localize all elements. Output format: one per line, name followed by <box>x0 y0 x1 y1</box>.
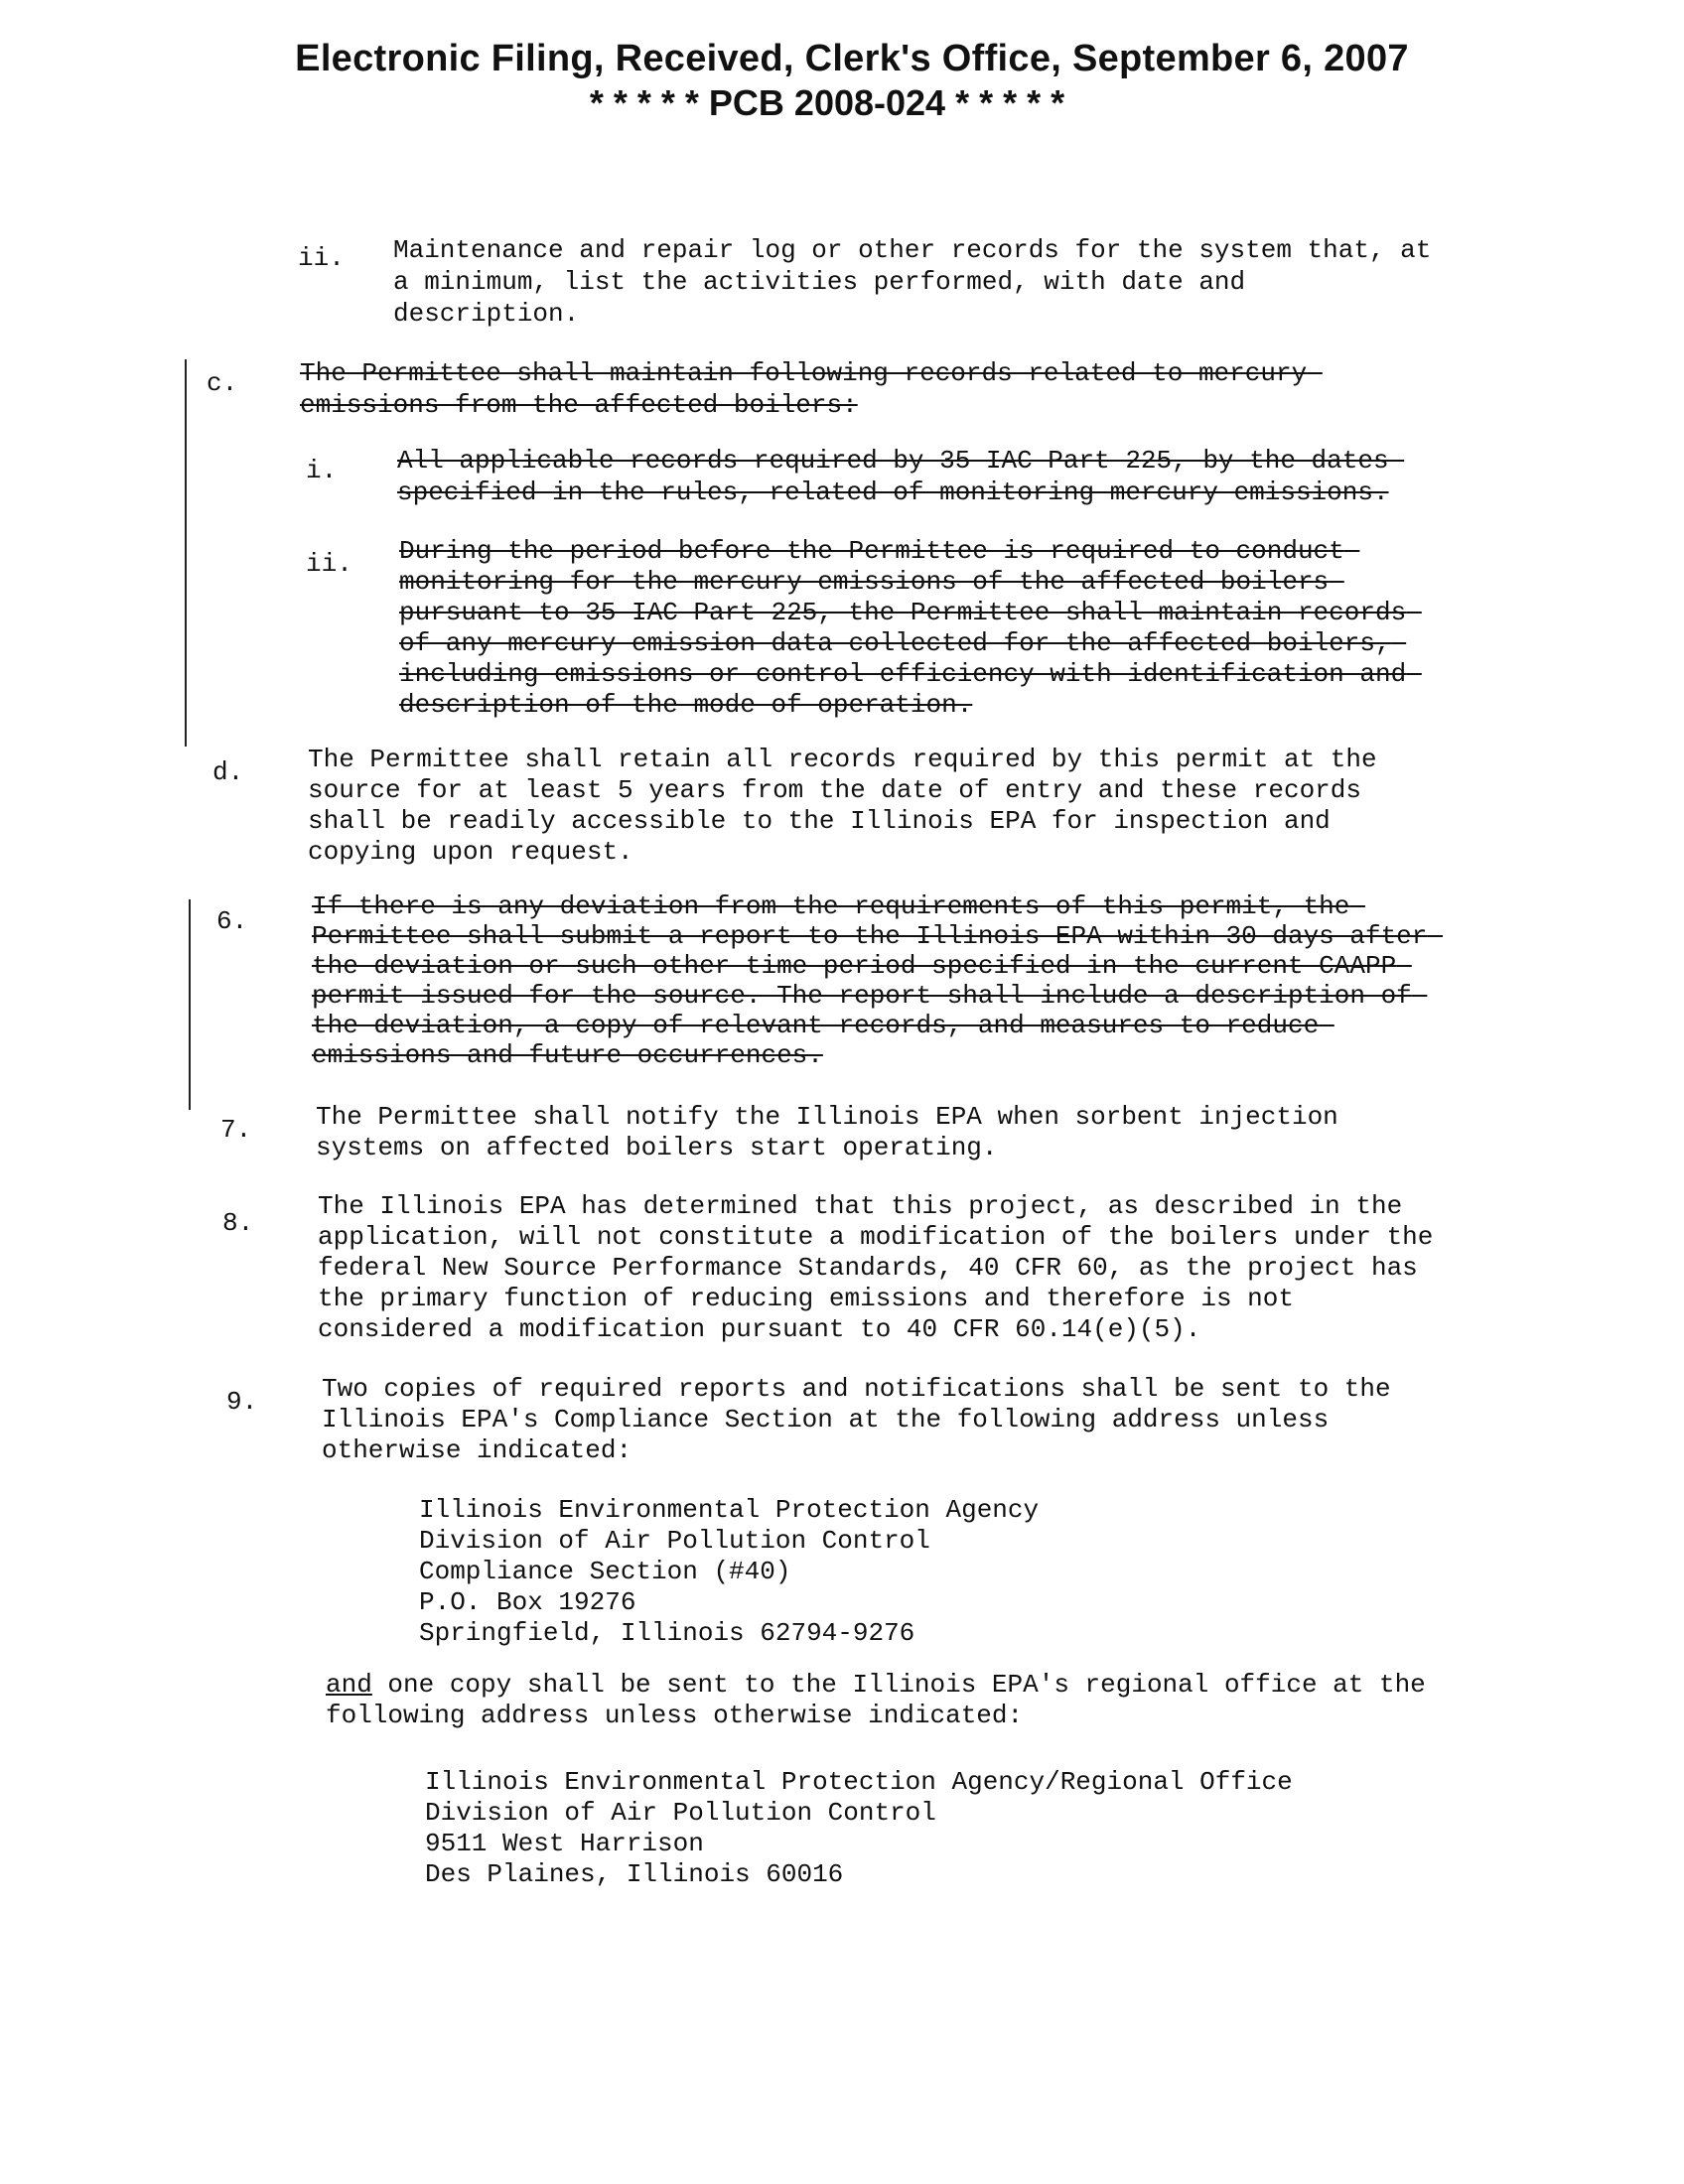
compliance-address <box>419 1495 1039 1649</box>
item-9-label: 9. <box>226 1387 258 1417</box>
item-7-label: 7. <box>220 1115 252 1145</box>
regional-office-address <box>425 1767 1293 1890</box>
item-c-ii-text: During the period before the Permittee is required to conduct monitoring for the mercury emissions of the affected boilers pursuant to 35 IAC Part 225, the Permittee shall maintain records of any mercury emission data collected for the affected boilers, including emissions or control efficiency with identification and description of the mode of operation. <box>399 536 1422 720</box>
item-d-text: The Permittee shall retain all records required by this permit at the source for at least 5 years from the date of entry and these records shall be readily accessible to the Illinois EPA for inspection and copying upon request. <box>308 745 1393 867</box>
revision-bar <box>189 899 191 1110</box>
address-line: 9511 West Harrison <box>425 1829 704 1858</box>
item-c-i-text: All applicable records required by 35 IAC Part 225, by the dates specified in the rules, related of monitoring mercury emissions. <box>397 446 1405 507</box>
address-line: Division of Air Pollution Control <box>419 1526 930 1556</box>
and-underlined: and <box>326 1670 372 1700</box>
regional-office-intro <box>326 1670 1468 1731</box>
revision-bar <box>185 359 187 747</box>
item-b-ii-label: ii. <box>298 243 345 273</box>
filing-stamp-header <box>0 38 1684 124</box>
item-c-text: The Permittee shall maintain following records related to mercury emissions from the affected boilers: <box>300 358 1323 420</box>
item-c-ii-label: ii. <box>306 549 352 579</box>
item-9-text: Two copies of required reports and notifications shall be sent to the Illinois EPA's Compliance Section at the following address unless otherwise indicated: <box>322 1374 1407 1465</box>
address-line: Illinois Environmental Protection Agency <box>419 1495 1040 1525</box>
address-line: Compliance Section (#40) <box>419 1557 791 1586</box>
item-c-i-label: i. <box>306 456 338 485</box>
item-8-text: The Illinois EPA has determined that this project, as described in the application, will not constitute a modification of the boilers under the federal New Source Performance Standards, 40 CFR 60, as the project has the primary function of reducing emissions and therefore is not considered a modification pursuant to 40 CFR 60.14(e)(5). <box>318 1191 1449 1344</box>
item-b-ii-text: Maintenance and repair log or other records for the system that, at a minimum, list the activities performed, with date and description. <box>393 235 1447 329</box>
address-line: Springfield, Illinois 62794-9276 <box>419 1618 915 1648</box>
item-6-text: If there is any deviation from the requirements of this permit, the Permittee shall submit a report to the Illinois EPA within 30 days after the deviation or such other time period specified in the current CAAPP permit issued for the source. The report shall include a description of the deviation, a copy of relevant records, and measures to reduce emissions and future occurrences. <box>312 891 1443 1070</box>
address-line: P.O. Box 19276 <box>419 1587 636 1617</box>
regional-intro-text: one copy shall be sent to the Illinois EPA's regional office at the following address unless otherwise indicated: <box>326 1670 1442 1730</box>
item-c-label: c. <box>207 368 238 398</box>
address-line: Des Plaines, Illinois 60016 <box>425 1859 844 1889</box>
address-line: Illinois Environmental Protection Agency/Regional Office <box>425 1767 1293 1797</box>
filing-stamp-line: Electronic Filing, Received, Clerk's Office, September 6, 2007 <box>295 38 1409 79</box>
item-8-label: 8. <box>222 1208 254 1238</box>
item-d-label: d. <box>212 757 244 787</box>
item-7-text: The Permittee shall notify the Illinois EPA when sorbent injection systems on affected boilers start operating. <box>316 1102 1354 1162</box>
item-6-label: 6. <box>216 906 248 936</box>
address-line: Division of Air Pollution Control <box>425 1798 936 1828</box>
case-number-line: * * * * * PCB 2008-024 * * * * * <box>589 82 1065 123</box>
